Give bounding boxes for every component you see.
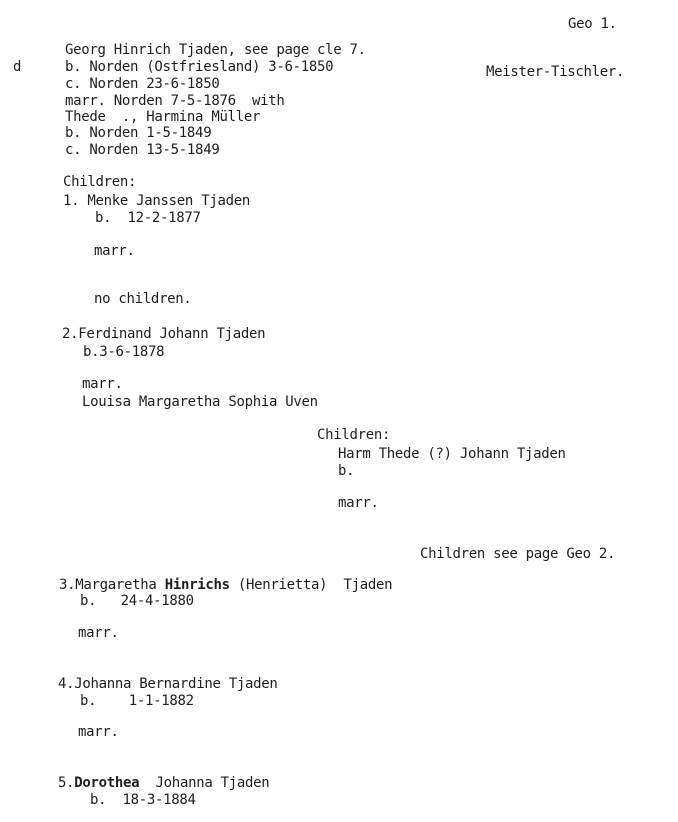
child-5-birth: b. 18-3-1884 <box>90 792 196 808</box>
see-page-note: Children see page Geo 2. <box>420 546 616 562</box>
children-heading: Children: <box>63 174 137 190</box>
child-3-name-suffix: (Henrietta) Tjaden <box>229 577 393 593</box>
child-4-birth: b. 1-1-1882 <box>80 693 194 709</box>
child-5-name <box>58 775 269 791</box>
grandchild-birth: b. <box>338 463 355 479</box>
child-2-name: 2.Ferdinand Johann Tjaden <box>62 326 266 342</box>
child-1-name: 1. Menke Janssen Tjaden <box>63 193 250 209</box>
person-name: Georg Hinrich Tjaden, see page cle 7. <box>65 42 366 58</box>
grandchildren-heading: Children: <box>317 427 391 443</box>
grandchild-name: Harm Thede (?) Johann Tjaden <box>338 446 566 462</box>
child-3-name-bold: Hinrichs <box>164 577 230 593</box>
child-1-note: no children. <box>94 291 192 307</box>
grandchild-marriage: marr. <box>338 495 379 511</box>
child-1-marriage: marr. <box>94 243 135 259</box>
person-birth: b. Norden (Ostfriesland) 3-6-1850 <box>65 59 334 75</box>
child-3-marriage: marr. <box>78 625 119 641</box>
page-reference: Geo 1. <box>568 16 617 32</box>
marriage-info: marr. Norden 7-5-1876 with <box>65 93 285 109</box>
child-2-spouse: Louisa Margaretha Sophia Uven <box>82 394 318 410</box>
child-5-name-suffix: Johanna Tjaden <box>139 775 270 791</box>
child-5-name-bold: Dorothea <box>74 775 140 791</box>
margin-mark: d <box>13 59 22 75</box>
child-4-marriage: marr. <box>78 724 119 740</box>
spouse-christened: c. Norden 13-5-1849 <box>65 142 220 158</box>
child-3-name-prefix: 3.Margaretha <box>59 577 165 593</box>
child-5-name-prefix: 5. <box>58 775 75 791</box>
person-christened: c. Norden 23-6-1850 <box>65 76 220 92</box>
spouse-birth: b. Norden 1-5-1849 <box>65 125 212 141</box>
child-2-marriage: marr. <box>82 376 123 392</box>
child-1-birth: b. 12-2-1877 <box>95 210 201 226</box>
child-2-birth: b.3-6-1878 <box>83 344 165 360</box>
child-4-name: 4.Johanna Bernardine Tjaden <box>58 676 278 692</box>
child-3-name <box>59 577 392 593</box>
child-3-birth: b. 24-4-1880 <box>80 593 194 609</box>
person-occupation: Meister-Tischler. <box>486 64 625 80</box>
spouse-name: Thede ., Harmina Müller <box>65 109 261 125</box>
